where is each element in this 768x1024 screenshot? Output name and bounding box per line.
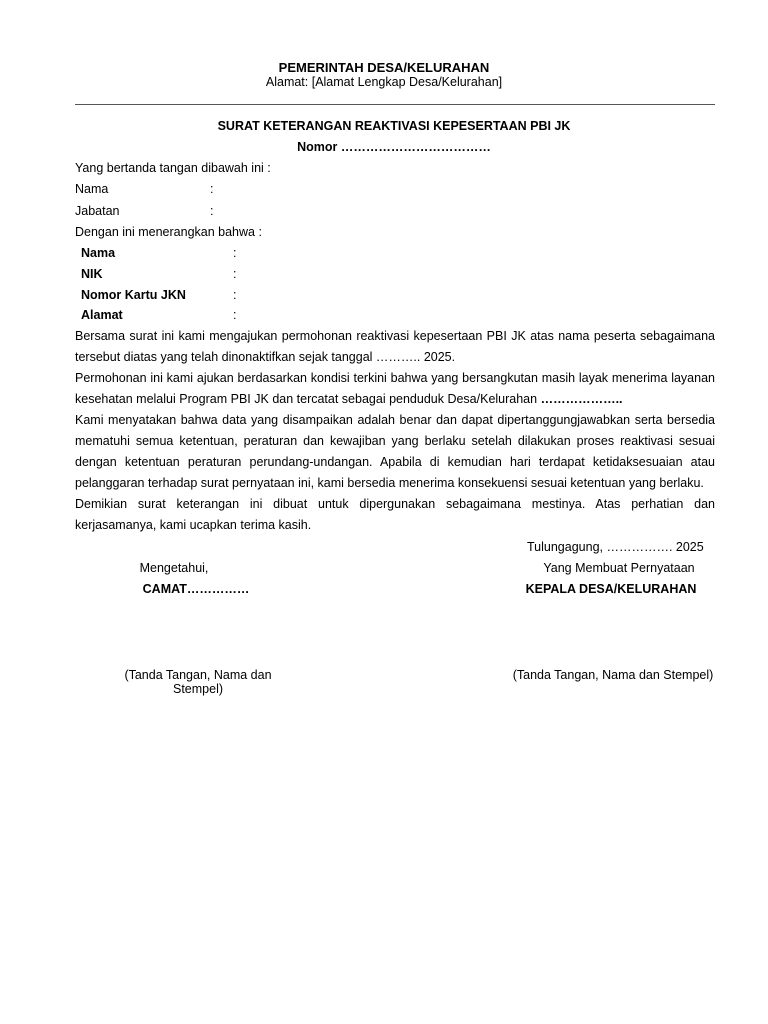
government-header-title: PEMERINTAH DESA/KELURAHAN: [278, 60, 490, 75]
paragraph-basis-blank: ………………..: [540, 392, 623, 406]
document-title: SURAT KETERANGAN REAKTIVASI KEPESERTAAN PBI JK: [217, 119, 571, 133]
right-signature-note: (Tanda Tangan, Nama dan Stempel): [512, 668, 714, 682]
subject-jkn-label: Nomor Kartu JKN: [81, 288, 186, 302]
subject-address-colon: :: [233, 308, 237, 322]
subject-intro: Dengan ini menerangkan bahwa :: [75, 225, 262, 239]
subject-name-label: Nama: [81, 246, 116, 260]
government-header-address: Alamat: [Alamat Lengkap Desa/Kelurahan]: [265, 75, 503, 89]
subject-name-colon: :: [233, 246, 237, 260]
header-divider: [75, 104, 715, 105]
paragraph-basis-text: Permohonan ini kami ajukan berdasarkan kondisi terkini bahwa yang bersangkutan masih layak menerima layanan kesehatan melalui Program PBI JK dan tercatat sebagai penduduk Desa/Kelurahan: [75, 371, 715, 406]
left-signature-note: (Tanda Tangan, Nama dan Stempel): [124, 668, 272, 696]
paragraph-closing: Demikian surat keterangan ini dibuat untuk dipergunakan sebagaimana mestinya. Atas perhatian dan kerjasamanya, kami ucapkan terima kasih.: [75, 497, 715, 532]
paragraph-basis: [75, 368, 715, 410]
subject-jkn-colon: :: [233, 288, 237, 302]
signer-position-label: Jabatan: [75, 204, 120, 218]
subject-nik-label: NIK: [81, 267, 103, 281]
paragraph-statement: Kami menyatakan bahwa data yang disampaikan adalah benar dan dapat dipertanggungjawabkan serta bersedia mematuhi semua ketentuan, peraturan dan kewajiban yang berlaku setelah dilakukan proses reaktivasi sesuai dengan ketentuan peraturan perundang-undangan. Apabila di kemudian hari terdapat ketidaksesuaian atau pelanggaran terhadap surat pernyataan ini, kami bersedia menerima konsekuensi sesuai ketentuan yang berlaku.: [75, 413, 715, 490]
left-title: CAMAT……………: [142, 582, 250, 596]
paragraph-request: Bersama surat ini kami mengajukan permohonan reaktivasi kepesertaan PBI JK atas nama peserta sebagaimana tersebut diatas yang telah dinonaktifkan sejak tanggal ……….. 2025.: [75, 329, 715, 364]
left-caption: Mengetahui,: [139, 561, 209, 575]
signer-name-colon: :: [210, 182, 214, 196]
right-title: KEPALA DESA/KELURAHAN: [525, 582, 697, 596]
subject-address-label: Alamat: [81, 308, 123, 322]
signer-intro: Yang bertanda tangan dibawah ini :: [75, 161, 271, 175]
place-date: Tulungagung, ……………. 2025: [527, 540, 704, 554]
signer-position-colon: :: [210, 204, 214, 218]
subject-nik-colon: :: [233, 267, 237, 281]
signer-name-label: Nama: [75, 182, 109, 196]
document-number: Nomor ………………………………: [297, 140, 491, 154]
right-caption: Yang Membuat Pernyataan: [543, 561, 695, 575]
